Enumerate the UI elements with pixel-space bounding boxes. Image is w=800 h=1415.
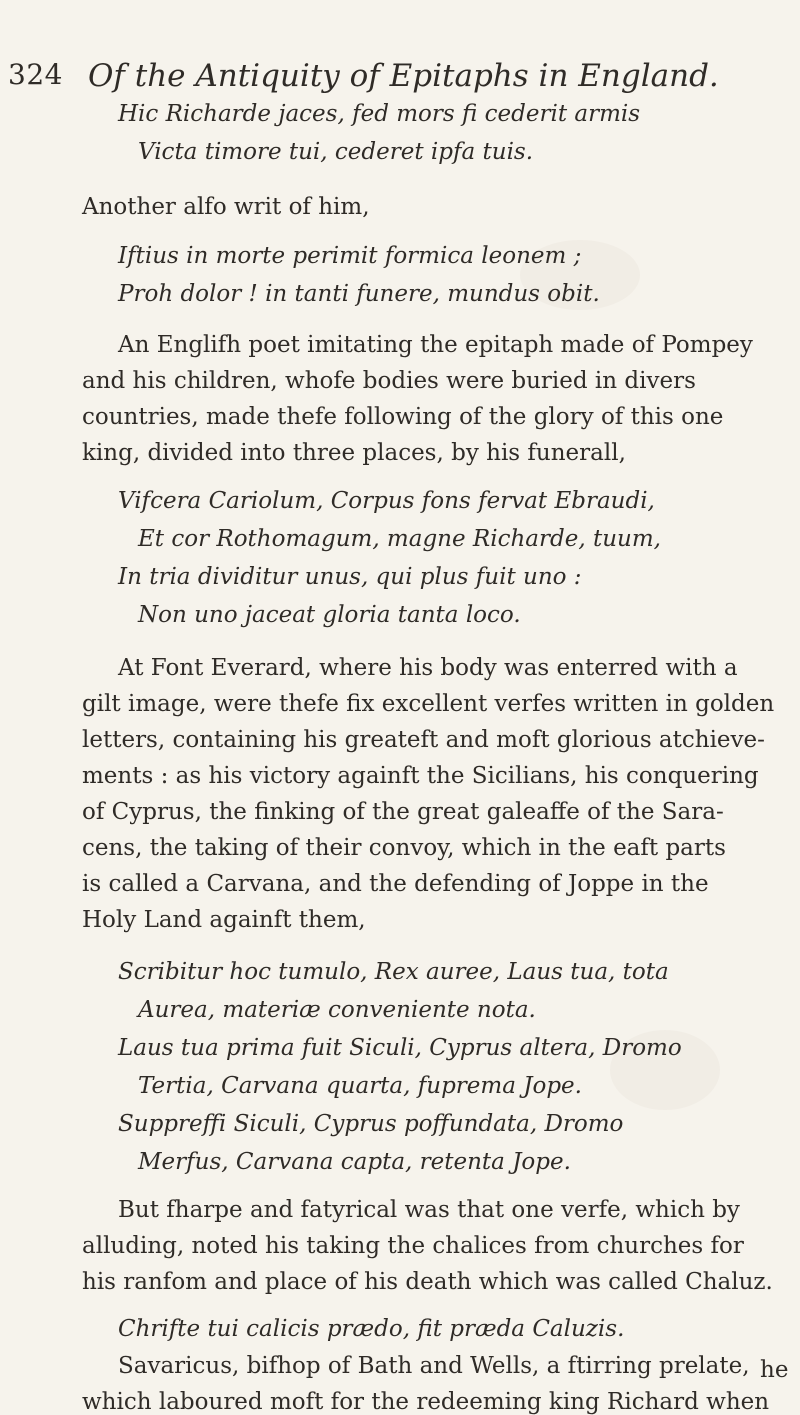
paragraph-line: But fharpe and fatyrical was that one verfe, which by (118, 1197, 740, 1223)
paragraph-line: of Cyprus, the finking of the great galeaffe of the Sara- (82, 799, 724, 825)
verse-line: Tertia, Carvana quarta, fuprema Jope. (138, 1073, 582, 1099)
paragraph-line: cens, the taking of their convoy, which in the eaft parts (82, 835, 726, 861)
paragraph-line: and his children, whofe bodies were buried in divers (82, 368, 696, 394)
paragraph-line: king, divided into three places, by his funerall, (82, 440, 626, 466)
paragraph-line: Another alfo writ of him, (82, 194, 370, 220)
verse-line: Proh dolor ! in tanti funere, mundus obit. (118, 281, 600, 307)
verse-line: Non uno jaceat gloria tanta loco. (138, 602, 521, 628)
verse-line: Suppreffi Siculi, Cyprus poffundata, Dromo (118, 1111, 624, 1137)
verse-line: Victa timore tui, cederet ipfa tuis. (138, 139, 534, 165)
verse-line: Merfus, Carvana capta, retenta Jope. (138, 1149, 571, 1175)
paragraph-line: gilt image, were thefe fix excellent verfes written in golden (82, 691, 775, 717)
catchword: he (760, 1357, 789, 1383)
paragraph-line: ments : as his victory againft the Sicilians, his conquering (82, 763, 759, 789)
paragraph-line: which laboured moft for the redeeming king Richard when (82, 1389, 770, 1415)
page-header (8, 58, 760, 98)
verse-line: Hic Richarde jaces, fed mors fi cederit armis (118, 101, 641, 127)
verse-line: Aurea, materiæ conveniente nota. (138, 997, 536, 1023)
running-title: Of the Antiquity of Epitaphs in England. (88, 58, 719, 94)
verse-line: Laus tua prima fuit Siculi, Cyprus altera, Dromo (118, 1035, 682, 1061)
page-number: 324 (8, 58, 63, 91)
verse-line: Scribitur hoc tumulo, Rex auree, Laus tua, tota (118, 959, 669, 985)
verse-line: Et cor Rothomagum, magne Richarde, tuum, (138, 526, 661, 552)
verse-line: In tria dividitur unus, qui plus fuit uno : (118, 564, 582, 590)
paragraph-line: At Font Everard, where his body was enterred with a (118, 655, 738, 681)
verse-line: Chrifte tui calicis prædo, fit præda Caluzis. (118, 1316, 625, 1342)
paragraph-line: An Englifh poet imitating the epitaph made of Pompey (118, 332, 753, 358)
paragraph-line: his ranfom and place of his death which was called Chaluz. (82, 1269, 773, 1295)
paragraph-line: countries, made thefe following of the glory of this one (82, 404, 724, 430)
paragraph-line: alluding, noted his taking the chalices from churches for (82, 1233, 744, 1259)
verse-line: Iftius in morte perimit formica leonem ; (118, 243, 582, 269)
paragraph-line: is called a Carvana, and the defending of Joppe in the (82, 871, 709, 897)
verse-line: Vifcera Cariolum, Corpus fons fervat Ebraudi, (118, 488, 655, 514)
paragraph-line: Savaricus, bifhop of Bath and Wells, a ftirring prelate, (118, 1353, 750, 1379)
paragraph-line: letters, containing his greateft and moft glorious atchieve- (82, 727, 765, 753)
paragraph-line: Holy Land againft them, (82, 907, 366, 933)
